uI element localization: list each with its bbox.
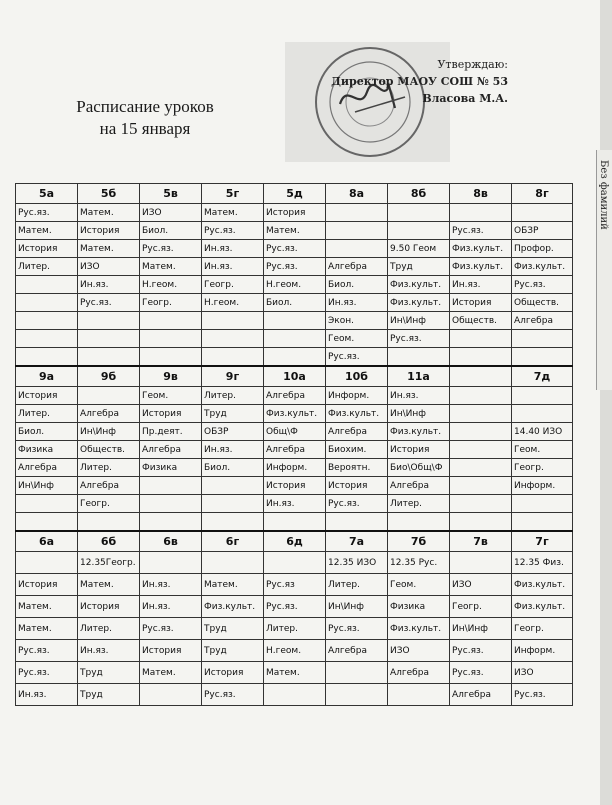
lesson-cell xyxy=(16,330,78,348)
lesson-cell xyxy=(512,348,573,367)
lesson-cell: Матем. xyxy=(16,596,78,618)
lesson-cell xyxy=(326,662,388,684)
lesson-cell: Физ.культ. xyxy=(264,405,326,423)
lesson-cell: Физика xyxy=(16,441,78,459)
lesson-cell xyxy=(450,387,512,405)
lesson-cell xyxy=(140,513,202,532)
lesson-cell: Рус.яз. xyxy=(202,684,264,706)
lesson-cell: Геогр. xyxy=(202,276,264,294)
lesson-cell: Алгебра xyxy=(388,662,450,684)
lesson-cell: Ин.яз. xyxy=(450,276,512,294)
lesson-cell: 12.35Геогр. xyxy=(78,552,140,574)
lesson-cell xyxy=(264,330,326,348)
lesson-cell xyxy=(450,459,512,477)
class-header-row xyxy=(16,366,573,387)
class-header-cell: 5б xyxy=(78,184,140,204)
lesson-row xyxy=(16,495,573,513)
lesson-row xyxy=(16,330,573,348)
lesson-cell: Профор. xyxy=(512,240,573,258)
lesson-cell: Биол. xyxy=(326,276,388,294)
lesson-cell: История xyxy=(16,574,78,596)
lesson-cell: 9.50 Геом xyxy=(388,240,450,258)
lesson-cell xyxy=(78,348,140,367)
class-header-row xyxy=(16,184,573,204)
lesson-cell: Биохим. xyxy=(326,441,388,459)
lesson-cell: Физ.культ. xyxy=(450,240,512,258)
lesson-cell: ОБЗР xyxy=(512,222,573,240)
lesson-cell: Н.геом. xyxy=(140,276,202,294)
lesson-cell xyxy=(78,312,140,330)
lesson-cell: Ин\Инф xyxy=(326,596,388,618)
lesson-cell: Геом. xyxy=(388,574,450,596)
lesson-row xyxy=(16,618,573,640)
lesson-cell: Рус.яз. xyxy=(264,596,326,618)
lesson-cell: Информ. xyxy=(326,387,388,405)
lesson-cell: Физ.культ. xyxy=(512,596,573,618)
lesson-cell: Алгебра xyxy=(78,405,140,423)
lesson-cell xyxy=(388,222,450,240)
class-header-cell: 10б xyxy=(326,366,388,387)
lesson-cell: История xyxy=(388,441,450,459)
lesson-cell xyxy=(450,204,512,222)
lesson-cell: Рус.яз. xyxy=(140,240,202,258)
lesson-row xyxy=(16,574,573,596)
lesson-row xyxy=(16,513,573,532)
lesson-cell xyxy=(202,495,264,513)
lesson-cell: Матем. xyxy=(16,618,78,640)
lesson-cell xyxy=(450,441,512,459)
lesson-cell: 12.35 ИЗО xyxy=(326,552,388,574)
lesson-cell: Физ.культ. xyxy=(388,276,450,294)
lesson-cell: Алгебра xyxy=(512,312,573,330)
class-header-cell: 8а xyxy=(326,184,388,204)
lesson-cell: Алгебра xyxy=(264,387,326,405)
lesson-cell xyxy=(388,513,450,532)
lesson-cell: Рус.яз. xyxy=(264,258,326,276)
lesson-cell: Рус.яз. xyxy=(78,294,140,312)
class-header-cell: 8в xyxy=(450,184,512,204)
lesson-row xyxy=(16,222,573,240)
lesson-cell: Вероятн. xyxy=(326,459,388,477)
lesson-cell: Алгебра xyxy=(264,441,326,459)
lesson-cell xyxy=(450,477,512,495)
class-header-cell: 5г xyxy=(202,184,264,204)
lesson-cell xyxy=(450,513,512,532)
lesson-cell xyxy=(16,348,78,367)
lesson-row xyxy=(16,240,573,258)
schedule-table xyxy=(15,183,573,706)
lesson-cell xyxy=(78,387,140,405)
lesson-cell xyxy=(202,348,264,367)
lesson-cell: Ин.яз. xyxy=(202,258,264,276)
lesson-cell: Биол. xyxy=(140,222,202,240)
lesson-cell: Биол. xyxy=(202,459,264,477)
lesson-cell: Литер. xyxy=(264,618,326,640)
class-header-cell: 6а xyxy=(16,531,78,552)
lesson-cell: Геогр. xyxy=(78,495,140,513)
lesson-cell: Физ.культ. xyxy=(388,423,450,441)
lesson-cell: Труд xyxy=(78,684,140,706)
lesson-cell: История xyxy=(16,387,78,405)
class-header-cell: 10а xyxy=(264,366,326,387)
lesson-cell: Труд xyxy=(388,258,450,276)
lesson-cell xyxy=(326,204,388,222)
lesson-cell: Алгебра xyxy=(326,423,388,441)
lesson-row xyxy=(16,204,573,222)
lesson-cell xyxy=(16,312,78,330)
lesson-cell: История xyxy=(140,640,202,662)
lesson-cell: Информ. xyxy=(264,459,326,477)
class-header-cell: 7г xyxy=(512,531,573,552)
lesson-row xyxy=(16,276,573,294)
lesson-cell: 12.35 Рус. xyxy=(388,552,450,574)
lesson-cell: Литер. xyxy=(202,387,264,405)
class-header-cell: 9б xyxy=(78,366,140,387)
lesson-cell xyxy=(264,684,326,706)
class-header-cell: 7а xyxy=(326,531,388,552)
lesson-cell: Рус.яз xyxy=(264,574,326,596)
lesson-cell: Рус.яз. xyxy=(326,495,388,513)
class-header-cell xyxy=(450,366,512,387)
lesson-cell: Литер. xyxy=(78,618,140,640)
class-header-cell: 7д xyxy=(512,366,573,387)
lesson-cell: Геогр. xyxy=(140,294,202,312)
lesson-cell: Алгебра xyxy=(388,477,450,495)
lesson-cell: Труд xyxy=(202,640,264,662)
lesson-cell: Общ\Ф xyxy=(264,423,326,441)
lesson-row xyxy=(16,640,573,662)
lesson-cell: Ин.яз. xyxy=(326,294,388,312)
lesson-cell: Матем. xyxy=(16,222,78,240)
lesson-cell: Ин.яз. xyxy=(78,640,140,662)
lesson-cell xyxy=(264,348,326,367)
lesson-cell xyxy=(264,513,326,532)
page-title xyxy=(60,96,230,140)
lesson-cell: История xyxy=(16,240,78,258)
class-header-cell: 8г xyxy=(512,184,573,204)
lesson-cell: Ин.яз. xyxy=(202,441,264,459)
lesson-cell xyxy=(388,684,450,706)
lesson-cell: Матем. xyxy=(264,662,326,684)
lesson-cell: Геогр. xyxy=(450,596,512,618)
class-header-cell: 5д xyxy=(264,184,326,204)
lesson-cell: Обществ. xyxy=(450,312,512,330)
lesson-cell xyxy=(140,552,202,574)
lesson-cell: История xyxy=(264,204,326,222)
lesson-cell: Геом. xyxy=(326,330,388,348)
lesson-cell: Обществ. xyxy=(512,294,573,312)
lesson-cell: Рус.яз. xyxy=(512,276,573,294)
class-header-cell: 6б xyxy=(78,531,140,552)
lesson-cell xyxy=(202,552,264,574)
lesson-cell: Физ.культ. xyxy=(512,258,573,276)
lesson-row xyxy=(16,294,573,312)
lesson-cell: Ин\Инф xyxy=(78,423,140,441)
lesson-cell: Информ. xyxy=(512,640,573,662)
lesson-cell xyxy=(140,348,202,367)
lesson-cell xyxy=(512,204,573,222)
lesson-cell: Геом. xyxy=(512,441,573,459)
lesson-cell: ИЗО xyxy=(450,574,512,596)
lesson-cell xyxy=(140,477,202,495)
lesson-cell: Рус.яз. xyxy=(326,348,388,367)
approval-line-2: Директор МАОУ СОШ № 53 xyxy=(331,75,508,88)
lesson-cell: Рус.яз. xyxy=(450,662,512,684)
lesson-cell: ИЗО xyxy=(512,662,573,684)
lesson-cell: Биол. xyxy=(264,294,326,312)
lesson-cell: Ин.яз. xyxy=(78,276,140,294)
lesson-row xyxy=(16,258,573,276)
lesson-cell: Алгебра xyxy=(78,477,140,495)
lesson-cell: Ин\Инф xyxy=(388,405,450,423)
lesson-cell: Физ.культ. xyxy=(326,405,388,423)
lesson-row xyxy=(16,405,573,423)
lesson-cell: Экон. xyxy=(326,312,388,330)
lesson-cell: Ин.яз. xyxy=(16,684,78,706)
lesson-row xyxy=(16,423,573,441)
lesson-cell: Ин\Инф xyxy=(16,477,78,495)
lesson-cell: Рус.яз. xyxy=(388,330,450,348)
class-header-cell: 5а xyxy=(16,184,78,204)
lesson-cell: Матем. xyxy=(140,662,202,684)
lesson-cell xyxy=(264,552,326,574)
lesson-cell: Труд xyxy=(78,662,140,684)
lesson-cell: Алгебра xyxy=(140,441,202,459)
lesson-cell: Физ.культ. xyxy=(388,294,450,312)
class-header-cell: 9г xyxy=(202,366,264,387)
lesson-cell xyxy=(388,204,450,222)
approval-line-1: Утверждаю: xyxy=(437,58,508,71)
lesson-cell xyxy=(202,477,264,495)
lesson-cell: Ин.яз. xyxy=(140,574,202,596)
lesson-cell xyxy=(326,222,388,240)
lesson-cell xyxy=(264,312,326,330)
lesson-cell: Геогр. xyxy=(512,618,573,640)
class-header-cell: 8б xyxy=(388,184,450,204)
lesson-cell: Ин.яз. xyxy=(388,387,450,405)
lesson-cell xyxy=(512,495,573,513)
lesson-cell: Ин.яз. xyxy=(202,240,264,258)
lesson-cell xyxy=(512,513,573,532)
lesson-cell: Геогр. xyxy=(512,459,573,477)
lesson-cell: История xyxy=(78,596,140,618)
lesson-cell: Алгебра xyxy=(326,258,388,276)
lesson-cell: Матем. xyxy=(202,574,264,596)
lesson-cell: Рус.яз. xyxy=(16,662,78,684)
lesson-cell: Рус.яз. xyxy=(450,640,512,662)
lesson-cell: Матем. xyxy=(78,240,140,258)
lesson-cell: Алгебра xyxy=(16,459,78,477)
lesson-cell xyxy=(140,495,202,513)
lesson-cell xyxy=(16,513,78,532)
lesson-cell xyxy=(202,330,264,348)
lesson-cell xyxy=(78,330,140,348)
lesson-cell: Алгебра xyxy=(450,684,512,706)
lesson-cell: Обществ. xyxy=(78,441,140,459)
class-header-cell: 7в xyxy=(450,531,512,552)
lesson-cell xyxy=(512,330,573,348)
class-header-cell: 6д xyxy=(264,531,326,552)
lesson-cell xyxy=(16,294,78,312)
lesson-cell: Алгебра xyxy=(326,640,388,662)
lesson-cell: ИЗО xyxy=(388,640,450,662)
class-header-cell: 9в xyxy=(140,366,202,387)
title-line-2: на 15 января xyxy=(99,119,191,138)
lesson-cell: Рус.яз. xyxy=(16,640,78,662)
lesson-cell: Н.геом. xyxy=(264,640,326,662)
lesson-cell: Физ.культ. xyxy=(450,258,512,276)
lesson-cell xyxy=(16,495,78,513)
lesson-cell: Ин.яз. xyxy=(140,596,202,618)
lesson-cell xyxy=(78,513,140,532)
lesson-cell: Труд xyxy=(202,405,264,423)
lesson-cell: Рус.яз. xyxy=(450,222,512,240)
lesson-cell: Рус.яз. xyxy=(326,618,388,640)
lesson-cell xyxy=(326,240,388,258)
lesson-cell: 14.40 ИЗО xyxy=(512,423,573,441)
approval-line-3: Власова М.А. xyxy=(422,92,508,105)
lesson-row xyxy=(16,441,573,459)
class-header-cell: 6г xyxy=(202,531,264,552)
lesson-cell xyxy=(140,684,202,706)
lesson-cell: Литер. xyxy=(16,258,78,276)
lesson-cell: Пр.деят. xyxy=(140,423,202,441)
lesson-cell: Матем. xyxy=(78,204,140,222)
lesson-cell: ОБЗР xyxy=(202,423,264,441)
lesson-cell: Н.геом. xyxy=(202,294,264,312)
lesson-cell: Литер. xyxy=(388,495,450,513)
lesson-row xyxy=(16,477,573,495)
lesson-cell: Рус.яз. xyxy=(264,240,326,258)
lesson-cell: Био\Общ\Ф xyxy=(388,459,450,477)
lesson-cell: Физ.культ. xyxy=(388,618,450,640)
lesson-cell: Матем. xyxy=(264,222,326,240)
lesson-cell xyxy=(512,387,573,405)
class-header-cell: 5в xyxy=(140,184,202,204)
lesson-cell: Ин\Инф xyxy=(388,312,450,330)
class-header-cell: 11а xyxy=(388,366,450,387)
lesson-cell: Литер. xyxy=(78,459,140,477)
lesson-cell xyxy=(450,405,512,423)
lesson-cell: Физ.культ. xyxy=(202,596,264,618)
lesson-cell: Литер. xyxy=(326,574,388,596)
lesson-cell xyxy=(450,552,512,574)
lesson-cell: Ин\Инф xyxy=(450,618,512,640)
lesson-cell: История xyxy=(264,477,326,495)
lesson-cell: Труд xyxy=(202,618,264,640)
lesson-cell: Рус.яз. xyxy=(140,618,202,640)
lesson-cell: Рус.яз. xyxy=(202,222,264,240)
lesson-cell: Ин.яз. xyxy=(264,495,326,513)
lesson-row xyxy=(16,387,573,405)
lesson-cell: Н.геом. xyxy=(264,276,326,294)
lesson-cell xyxy=(16,276,78,294)
lesson-cell: История xyxy=(140,405,202,423)
lesson-cell: Биол. xyxy=(16,423,78,441)
class-header-row xyxy=(16,531,573,552)
lesson-cell xyxy=(450,330,512,348)
lesson-cell xyxy=(140,330,202,348)
lesson-cell xyxy=(326,684,388,706)
lesson-cell xyxy=(450,423,512,441)
lesson-cell: Матем. xyxy=(140,258,202,276)
lesson-cell xyxy=(512,405,573,423)
lesson-row xyxy=(16,684,573,706)
class-header-cell: 7б xyxy=(388,531,450,552)
approval-block xyxy=(330,56,508,107)
lesson-cell: ИЗО xyxy=(78,258,140,276)
lesson-cell: История xyxy=(326,477,388,495)
class-header-cell: 6в xyxy=(140,531,202,552)
lesson-cell xyxy=(388,348,450,367)
lesson-row xyxy=(16,596,573,618)
lesson-cell: История xyxy=(450,294,512,312)
lesson-row xyxy=(16,348,573,367)
lesson-cell: Информ. xyxy=(512,477,573,495)
lesson-cell: Физика xyxy=(388,596,450,618)
lesson-cell: Физ.культ. xyxy=(512,574,573,596)
lesson-cell: ИЗО xyxy=(140,204,202,222)
lesson-cell: 12.35 Физ. xyxy=(512,552,573,574)
side-label: Без фамилий xyxy=(598,160,609,230)
lesson-row xyxy=(16,459,573,477)
title-line-1: Расписание уроков xyxy=(76,97,214,116)
lesson-cell: История xyxy=(202,662,264,684)
lesson-cell xyxy=(202,312,264,330)
lesson-cell xyxy=(326,513,388,532)
lesson-cell xyxy=(202,513,264,532)
lesson-cell: Рус.яз. xyxy=(512,684,573,706)
lesson-cell: Матем. xyxy=(78,574,140,596)
class-header-cell: 9а xyxy=(16,366,78,387)
lesson-cell xyxy=(450,495,512,513)
lesson-row xyxy=(16,662,573,684)
lesson-cell: Рус.яз. xyxy=(16,204,78,222)
lesson-cell: История xyxy=(78,222,140,240)
lesson-cell: Матем. xyxy=(202,204,264,222)
lesson-cell: Литер. xyxy=(16,405,78,423)
lesson-cell: Физика xyxy=(140,459,202,477)
lesson-cell xyxy=(450,348,512,367)
lesson-cell xyxy=(16,552,78,574)
lesson-cell: Геом. xyxy=(140,387,202,405)
lesson-row xyxy=(16,552,573,574)
lesson-cell xyxy=(140,312,202,330)
lesson-row xyxy=(16,312,573,330)
